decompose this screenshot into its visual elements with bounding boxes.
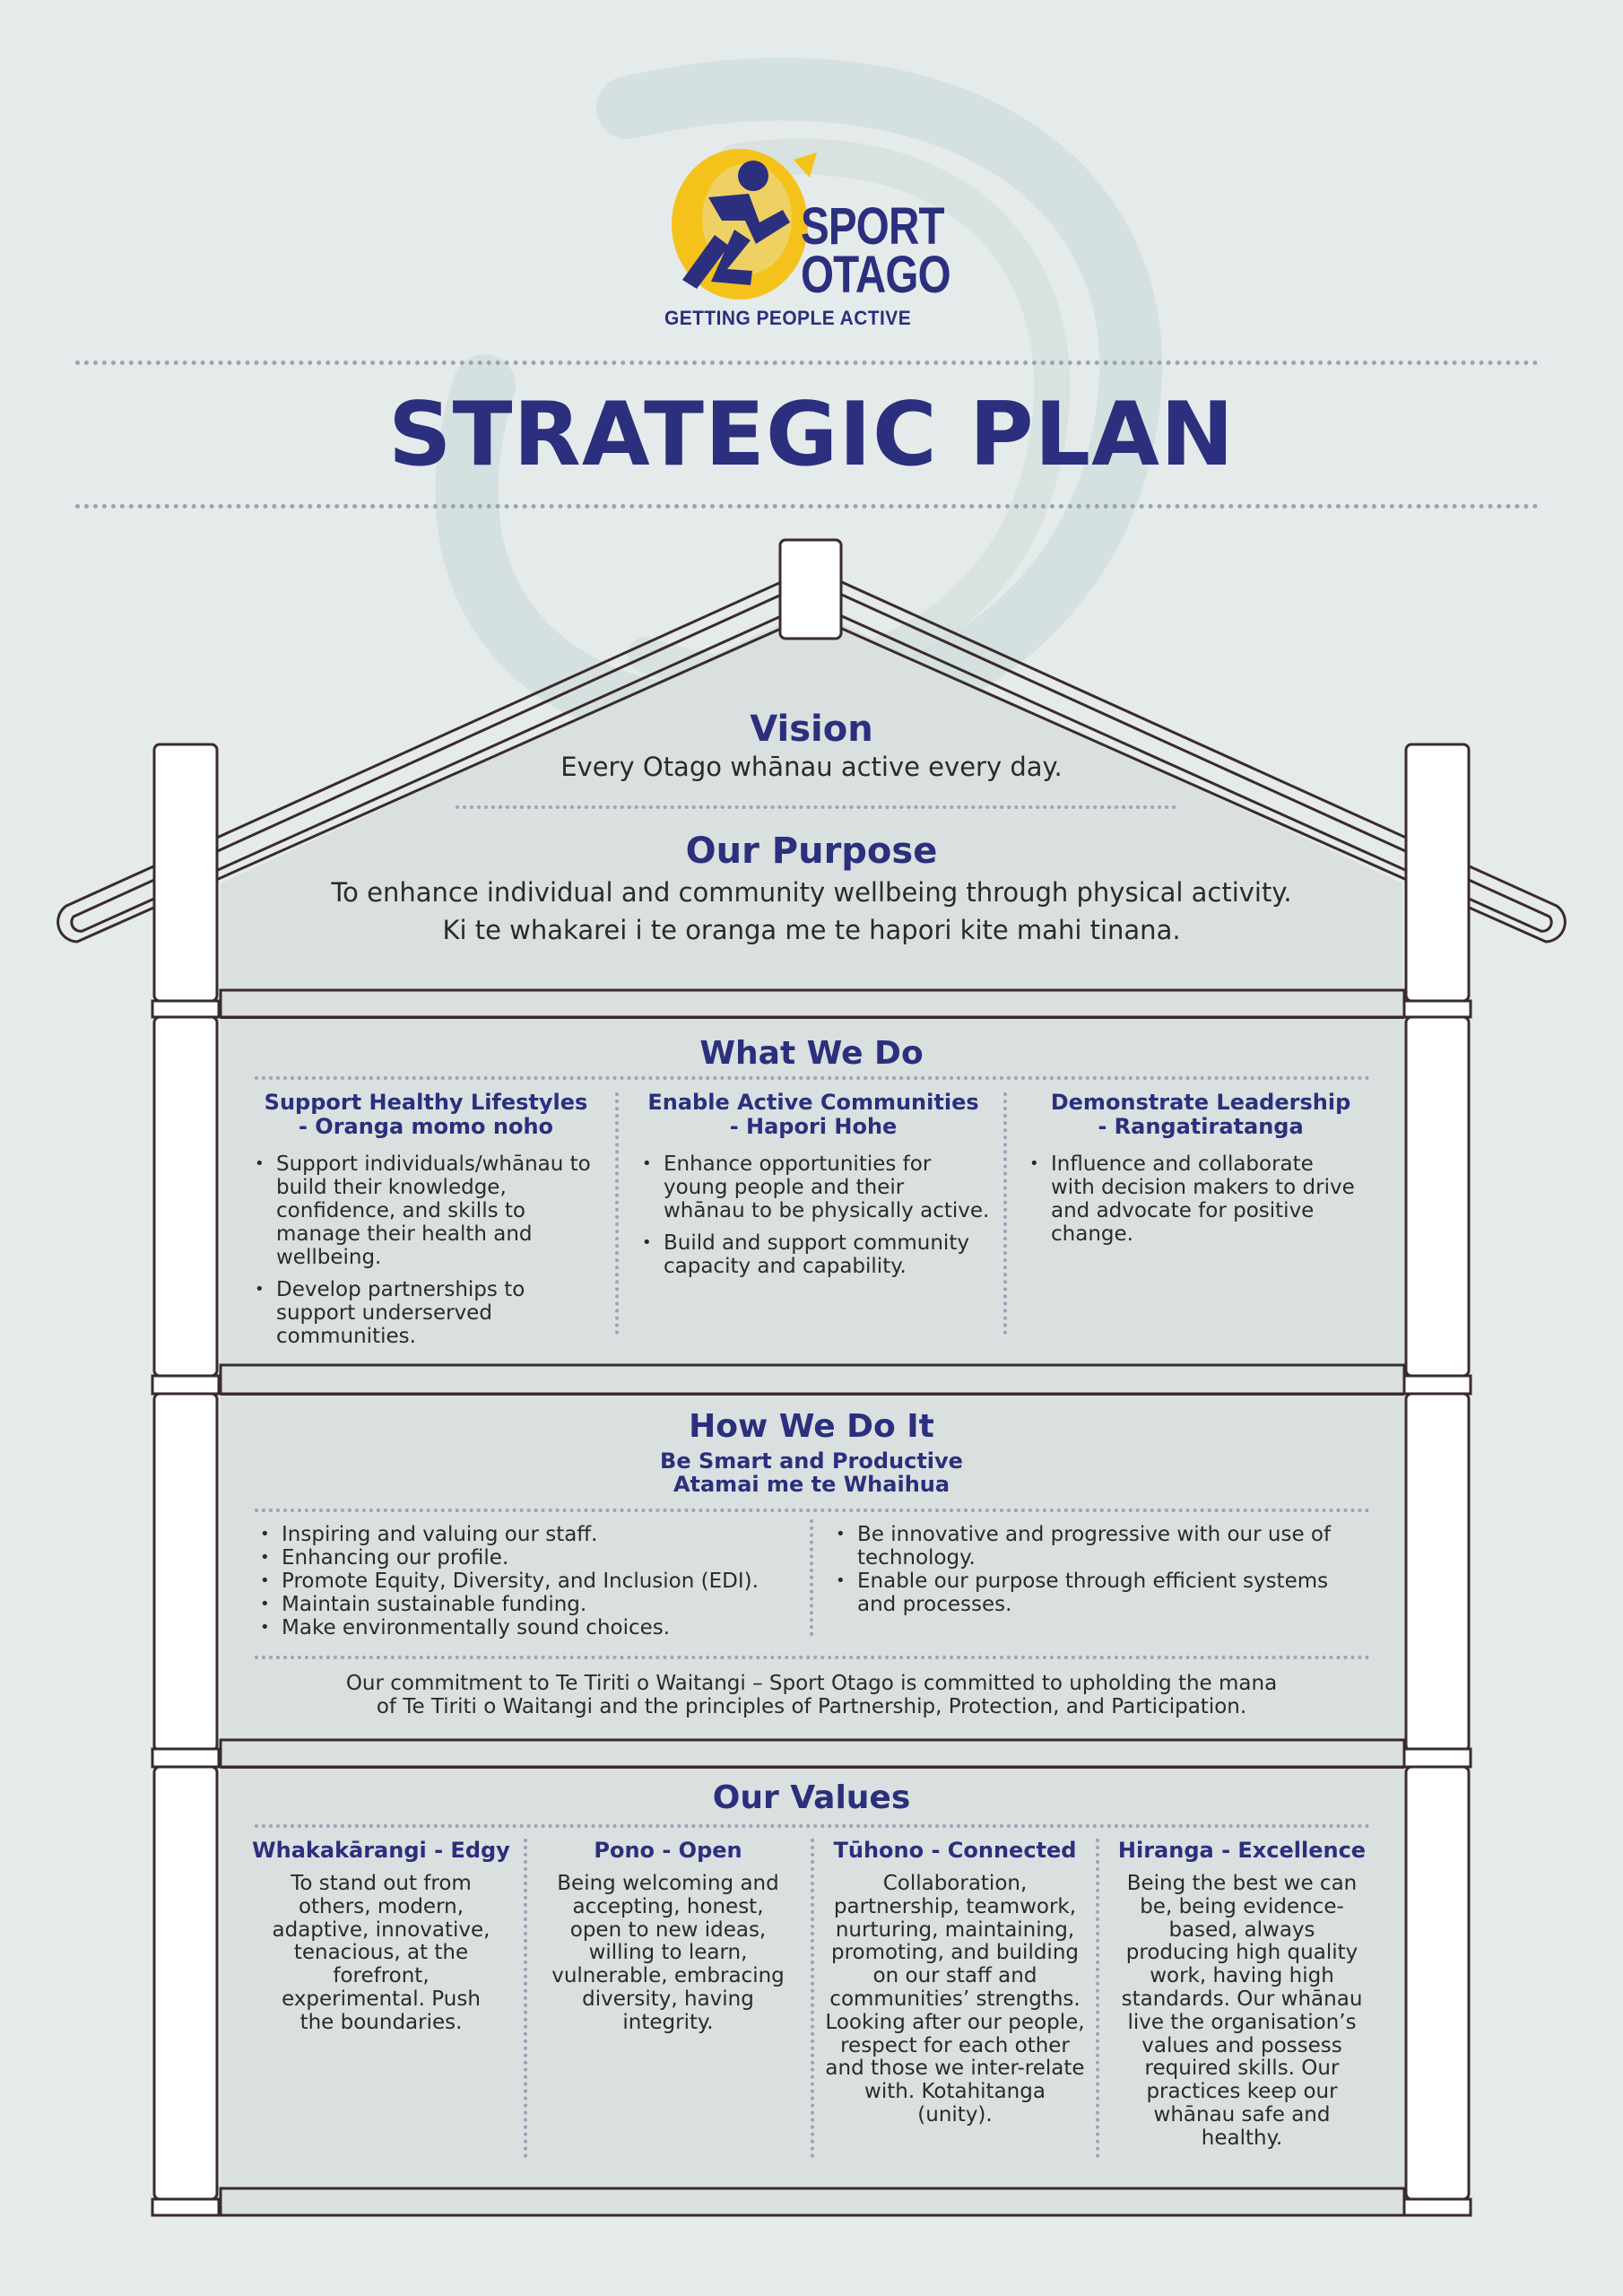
col2-title-line2: - Hapori Hohe (729, 1114, 898, 1139)
value-edgy-text: To stand out from others, modern, adaptive, innovative, tenacious, at the forefront, experimental. Push the boundaries. (272, 1872, 490, 2034)
how-we-do-it-divider-bottom (255, 1656, 1370, 1659)
purpose-text-english: To enhance individual and community wellbeing through physical activity. (331, 877, 1292, 908)
how-we-do-it-right-list (836, 1523, 1356, 1616)
how-we-do-it-heading: How We Do It (689, 1408, 934, 1445)
values-divider (255, 1824, 1370, 1828)
col1-title-line2: - Oranga momo noho (298, 1114, 554, 1139)
what-we-do-col2-title (628, 1091, 999, 1139)
values-heading: Our Values (712, 1779, 911, 1816)
list-item: • Enhance opportunities for young people and their whānau to be physically active. (642, 1152, 992, 1222)
what-we-do-col-divider-2 (1003, 1092, 1007, 1335)
col3-title-line2: - Rangatiratanga (1098, 1114, 1304, 1139)
what-we-do-col1-title (251, 1091, 601, 1139)
list-item: • Maintain sustainable funding. (260, 1593, 798, 1616)
list-item: • Promote Equity, Diversity, and Inclusion (EDI). (260, 1570, 798, 1593)
how-we-do-it-subtitle-maori: Atamai me te Whaihua (673, 1472, 950, 1497)
list-item: • Be innovative and progressive with our use of technology. (836, 1523, 1356, 1570)
list-item: • Inspiring and valuing our staff. (260, 1523, 798, 1546)
list-item: • Build and support community capacity and capability. (642, 1231, 992, 1278)
how-we-do-it-left-list (260, 1523, 798, 1639)
vision-divider (456, 805, 1176, 809)
col1-title-line1: Support Healthy Lifestyles (264, 1090, 588, 1115)
list-item: • Enable our purpose through efficient systems and processes. (836, 1570, 1356, 1616)
value-open-title: Pono - Open (594, 1838, 742, 1863)
te-tiriti-commitment-line2: of Te Tiriti o Waitangi and the principles of Partnership, Protection, and Participation. (376, 1695, 1247, 1718)
value-excellence-title: Hiranga - Excellence (1117, 1838, 1367, 1863)
value-excellence-text: Being the best we can be, being evidence-based, always producing high quality work, having high standards. Our whānau live the organisation’s values and possess required skills. Our practices keep our whānau safe and healthy. (1121, 1872, 1363, 2150)
list-item: • Make environmentally sound choices. (260, 1616, 798, 1639)
what-we-do-col-divider-1 (615, 1092, 619, 1335)
te-tiriti-commitment-line1: Our commitment to Te Tiriti o Waitangi – Sport Otago is committed to upholding the mana (345, 1672, 1278, 1695)
what-we-do-col2-list (642, 1152, 992, 1287)
list-item: • Influence and collaborate with decision makers to drive and advocate for positive change. (1029, 1152, 1361, 1246)
vision-heading: Vision (750, 709, 873, 750)
value-edgy-title: Whakakārangi - Edgy (252, 1838, 510, 1863)
purpose-text-maori: Ki te whakarei i te oranga me te hapori kite mahi tinana. (442, 915, 1181, 945)
purpose-heading: Our Purpose (685, 831, 938, 872)
list-item: • Enhancing our profile. (260, 1546, 798, 1570)
list-item: • Develop partnerships to support underserved communities. (255, 1278, 604, 1348)
logo-word-otago: OTAGO (801, 246, 950, 304)
how-we-do-it-divider-top (255, 1509, 1370, 1512)
what-we-do-divider (255, 1076, 1370, 1080)
what-we-do-col3-list (1029, 1152, 1361, 1255)
value-open-text: Being welcoming and accepting, honest, open to new ideas, willing to learn, vulnerable, embracing diversity, having integrity. (551, 1872, 785, 2034)
values-col-divider-3 (1096, 1839, 1099, 2158)
value-connected-title: Tūhono - Connected (833, 1838, 1077, 1863)
col3-title-line1: Demonstrate Leadership (1050, 1090, 1351, 1115)
value-connected-text: Collaboration, partnership, teamwork, nurturing, maintaining, promoting, and building on our staff and communities’ strengths. Looking after our people, respect for each other and those we inter-relate with. Kotahitanga (unity). (825, 1872, 1085, 2126)
list-item: • Support individuals/whānau to build their knowledge, confidence, and skills to manage their health and wellbeing. (255, 1152, 604, 1269)
vision-text: Every Otago whānau active every day. (560, 752, 1063, 782)
how-we-do-it-subtitle-english: Be Smart and Productive (660, 1448, 963, 1474)
page-title: STRATEGIC PLAN (388, 384, 1235, 486)
logo-tagline: GETTING PEOPLE ACTIVE (664, 307, 912, 329)
how-we-do-it-col-divider (810, 1519, 813, 1636)
values-col-divider-2 (811, 1839, 814, 2158)
what-we-do-col3-title (1015, 1091, 1386, 1139)
logo-word-sport: SPORT (801, 197, 944, 256)
col2-title-line1: Enable Active Communities (647, 1090, 979, 1115)
what-we-do-heading: What We Do (699, 1035, 924, 1072)
values-col-divider-1 (524, 1839, 527, 2158)
what-we-do-col1-list (255, 1152, 604, 1357)
